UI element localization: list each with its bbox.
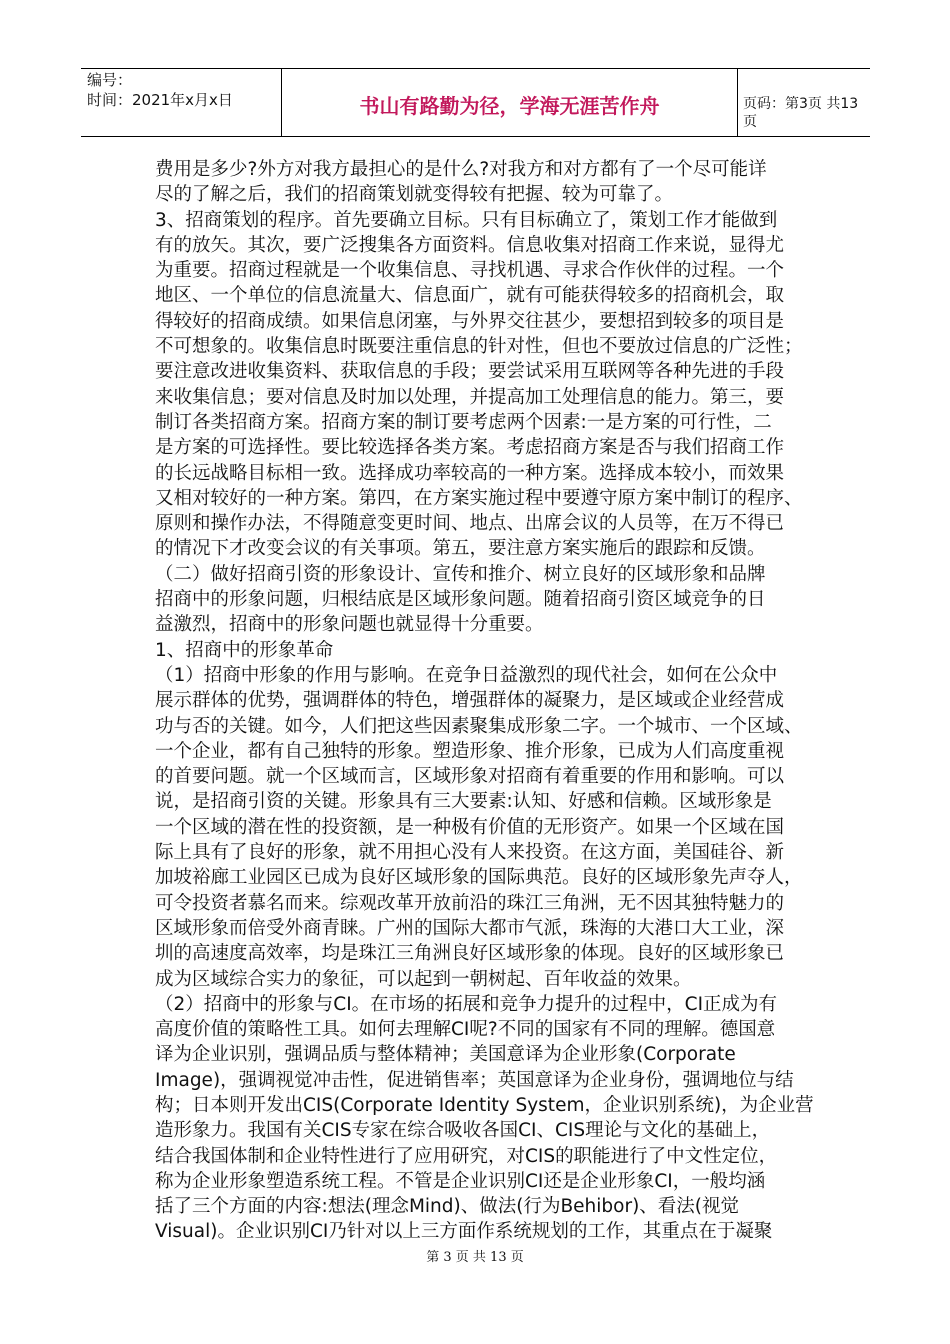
body-line: 的情况下才改变会议的有关事项。第五，要注意方案实施后的跟踪和反馈。 <box>155 538 766 560</box>
header-motto: 书山有路勤为径，学海无涯苦作舟 <box>359 94 660 118</box>
body-line: 际上具有了良好的形象，就不用担心没有人来投资。在这方面，美国硅谷、新 <box>155 842 785 864</box>
body-line: 1、招商中的形象革命 <box>155 639 334 661</box>
body-line: 括了三个方面的内容:想法(理念Mind)、做法(行为Behibor)、看法(视觉 <box>155 1196 739 1218</box>
body-line: 造形象力。我国有关CIS专家在综合吸收各国CI、CIS理论与文化的基础上， <box>155 1120 771 1142</box>
body-line: 要注意改进收集资料、获取信息的手段；要尝试采用互联网等各种先进的手段 <box>155 361 785 383</box>
body-line: （二）做好招商引资的形象设计、宣传和推介、树立良好的区域形象和品牌 <box>155 563 766 585</box>
page-header <box>81 68 870 137</box>
body-line: 展示群体的优势，强调群体的特色，增强群体的凝聚力，是区域或企业经营成 <box>155 690 785 712</box>
document-body <box>155 157 814 1245</box>
body-line: 一个区域的潜在性的投资额，是一种极有价值的无形资产。如果一个区域在国 <box>155 816 785 838</box>
header-motto-cell <box>281 69 738 136</box>
body-line: 来收集信息；要对信息及时加以处理，并提高加工处理信息的能力。第三，要 <box>155 386 785 408</box>
body-line: 不可想象的。收集信息时既要注重信息的针对性，但也不要放过信息的广泛性； <box>155 336 803 358</box>
body-line: 称为企业形象塑造系统工程。不管是企业识别CI还是企业形象CI，一般均涵 <box>155 1170 766 1192</box>
document-number-label: 编号： <box>87 71 133 89</box>
page-footer: 第 3 页 共 13 页 <box>426 1250 524 1265</box>
body-line: 为重要。招商过程就是一个收集信息、寻找机遇、寻求合作伙伴的过程。一个 <box>155 260 785 282</box>
body-line: Image)，强调视觉冲击性，促进销售率；英国意译为企业身份，强调地位与结 <box>155 1069 794 1091</box>
body-line: 区域形象而倍受外商青睐。广州的国际大都市气派，珠海的大港口大工业，深 <box>155 917 785 939</box>
body-line: 构；日本则开发出CIS(Corporate Identity System，企业识别系统)，为企业营 <box>155 1094 814 1116</box>
header-right-cell <box>737 69 870 136</box>
body-line: 3、招商策划的程序。首先要确立目标。只有目标确立了，策划工作才能做到 <box>155 209 778 231</box>
body-line: 招商中的形象问题，归根结底是区域形象问题。随着招商引资区域竞争的日 <box>155 589 766 611</box>
body-line: 制订各类招商方案。招商方案的制订要考虑两个因素:一是方案的可行性，二 <box>155 411 772 433</box>
document-date-label: 时间：2021年x月x日 <box>87 91 233 109</box>
body-line: 益激烈，招商中的形象问题也就显得十分重要。 <box>155 614 544 636</box>
body-line: 有的放矢。其次，要广泛搜集各方面资料。信息收集对招商工作来说，显得尤 <box>155 234 785 256</box>
body-line: （2）招商中的形象与CI。在市场的拓展和竞争力提升的过程中，CI正成为有 <box>155 993 778 1015</box>
body-line: 尽的了解之后，我们的招商策划就变得较有把握、较为可靠了。 <box>155 184 674 206</box>
header-left-cell <box>81 69 281 136</box>
body-line: （1）招商中形象的作用与影响。在竞争日益激烈的现代社会，如何在公众中 <box>155 664 778 686</box>
body-line: 得较好的招商成绩。如果信息闭塞，与外界交往甚少，要想招到较多的项目是 <box>155 310 785 332</box>
body-line: 原则和操作办法，不得随意变更时间、地点、出席会议的人员等，在万不得已 <box>155 513 785 535</box>
body-line: 的首要问题。就一个区域而言，区域形象对招商有着重要的作用和影响。可以 <box>155 766 785 788</box>
body-line: 费用是多少?外方对我方最担心的是什么?对我方和对方都有了一个尽可能详 <box>155 159 767 180</box>
body-line: 一个企业，都有自己独特的形象。塑造形象、推介形象，已成为人们高度重视 <box>155 740 785 762</box>
body-line: 成为区域综合实力的象征，可以起到一朝树起、百年收益的效果。 <box>155 968 692 990</box>
body-line: 说，是招商引资的关键。形象具有三大要素:认知、好感和信赖。区域形象是 <box>155 791 772 813</box>
body-line: Visual)。企业识别CI乃针对以上三方面作系统规划的工作，其重点在于凝聚 <box>155 1221 773 1243</box>
body-line: 高度价值的策略性工具。如何去理解CI呢?不同的国家有不同的理解。德国意 <box>155 1019 776 1041</box>
body-line: 又相对较好的一种方案。第四，在方案实施过程中要遵守原方案中制订的程序、 <box>155 487 803 509</box>
body-line: 是方案的可选择性。要比较选择各类方案。考虑招商方案是否与我们招商工作 <box>155 437 785 459</box>
body-line: 加坡裕廊工业园区已成为良好区域形象的国际典范。良好的区域形象先声夺人， <box>155 867 803 889</box>
header-page-number: 页码：第3页 共13页 <box>743 96 859 130</box>
body-line: 结合我国体制和企业特性进行了应用研究，对CIS的职能进行了中文性定位， <box>155 1145 778 1167</box>
body-line: 可令投资者慕名而来。综观改革开放前沿的珠江三角洲，无不因其独特魅力的 <box>155 892 785 914</box>
body-line: 的长远战略目标相一致。选择成功率较高的一种方案。选择成本较小，而效果 <box>155 462 785 484</box>
body-line: 译为企业识别，强调品质与整体精神；美国意译为企业形象(Corporate <box>155 1044 736 1066</box>
body-line: 地区、一个单位的信息流量大、信息面广，就有可能获得较多的招商机会，取 <box>155 285 785 307</box>
body-line: 功与否的关键。如今，人们把这些因素聚集成形象二字。一个城市、一个区域、 <box>155 715 803 737</box>
body-line: 圳的高速度高效率，均是珠江三角洲良好区域形象的体现。良好的区域形象已 <box>155 943 785 965</box>
